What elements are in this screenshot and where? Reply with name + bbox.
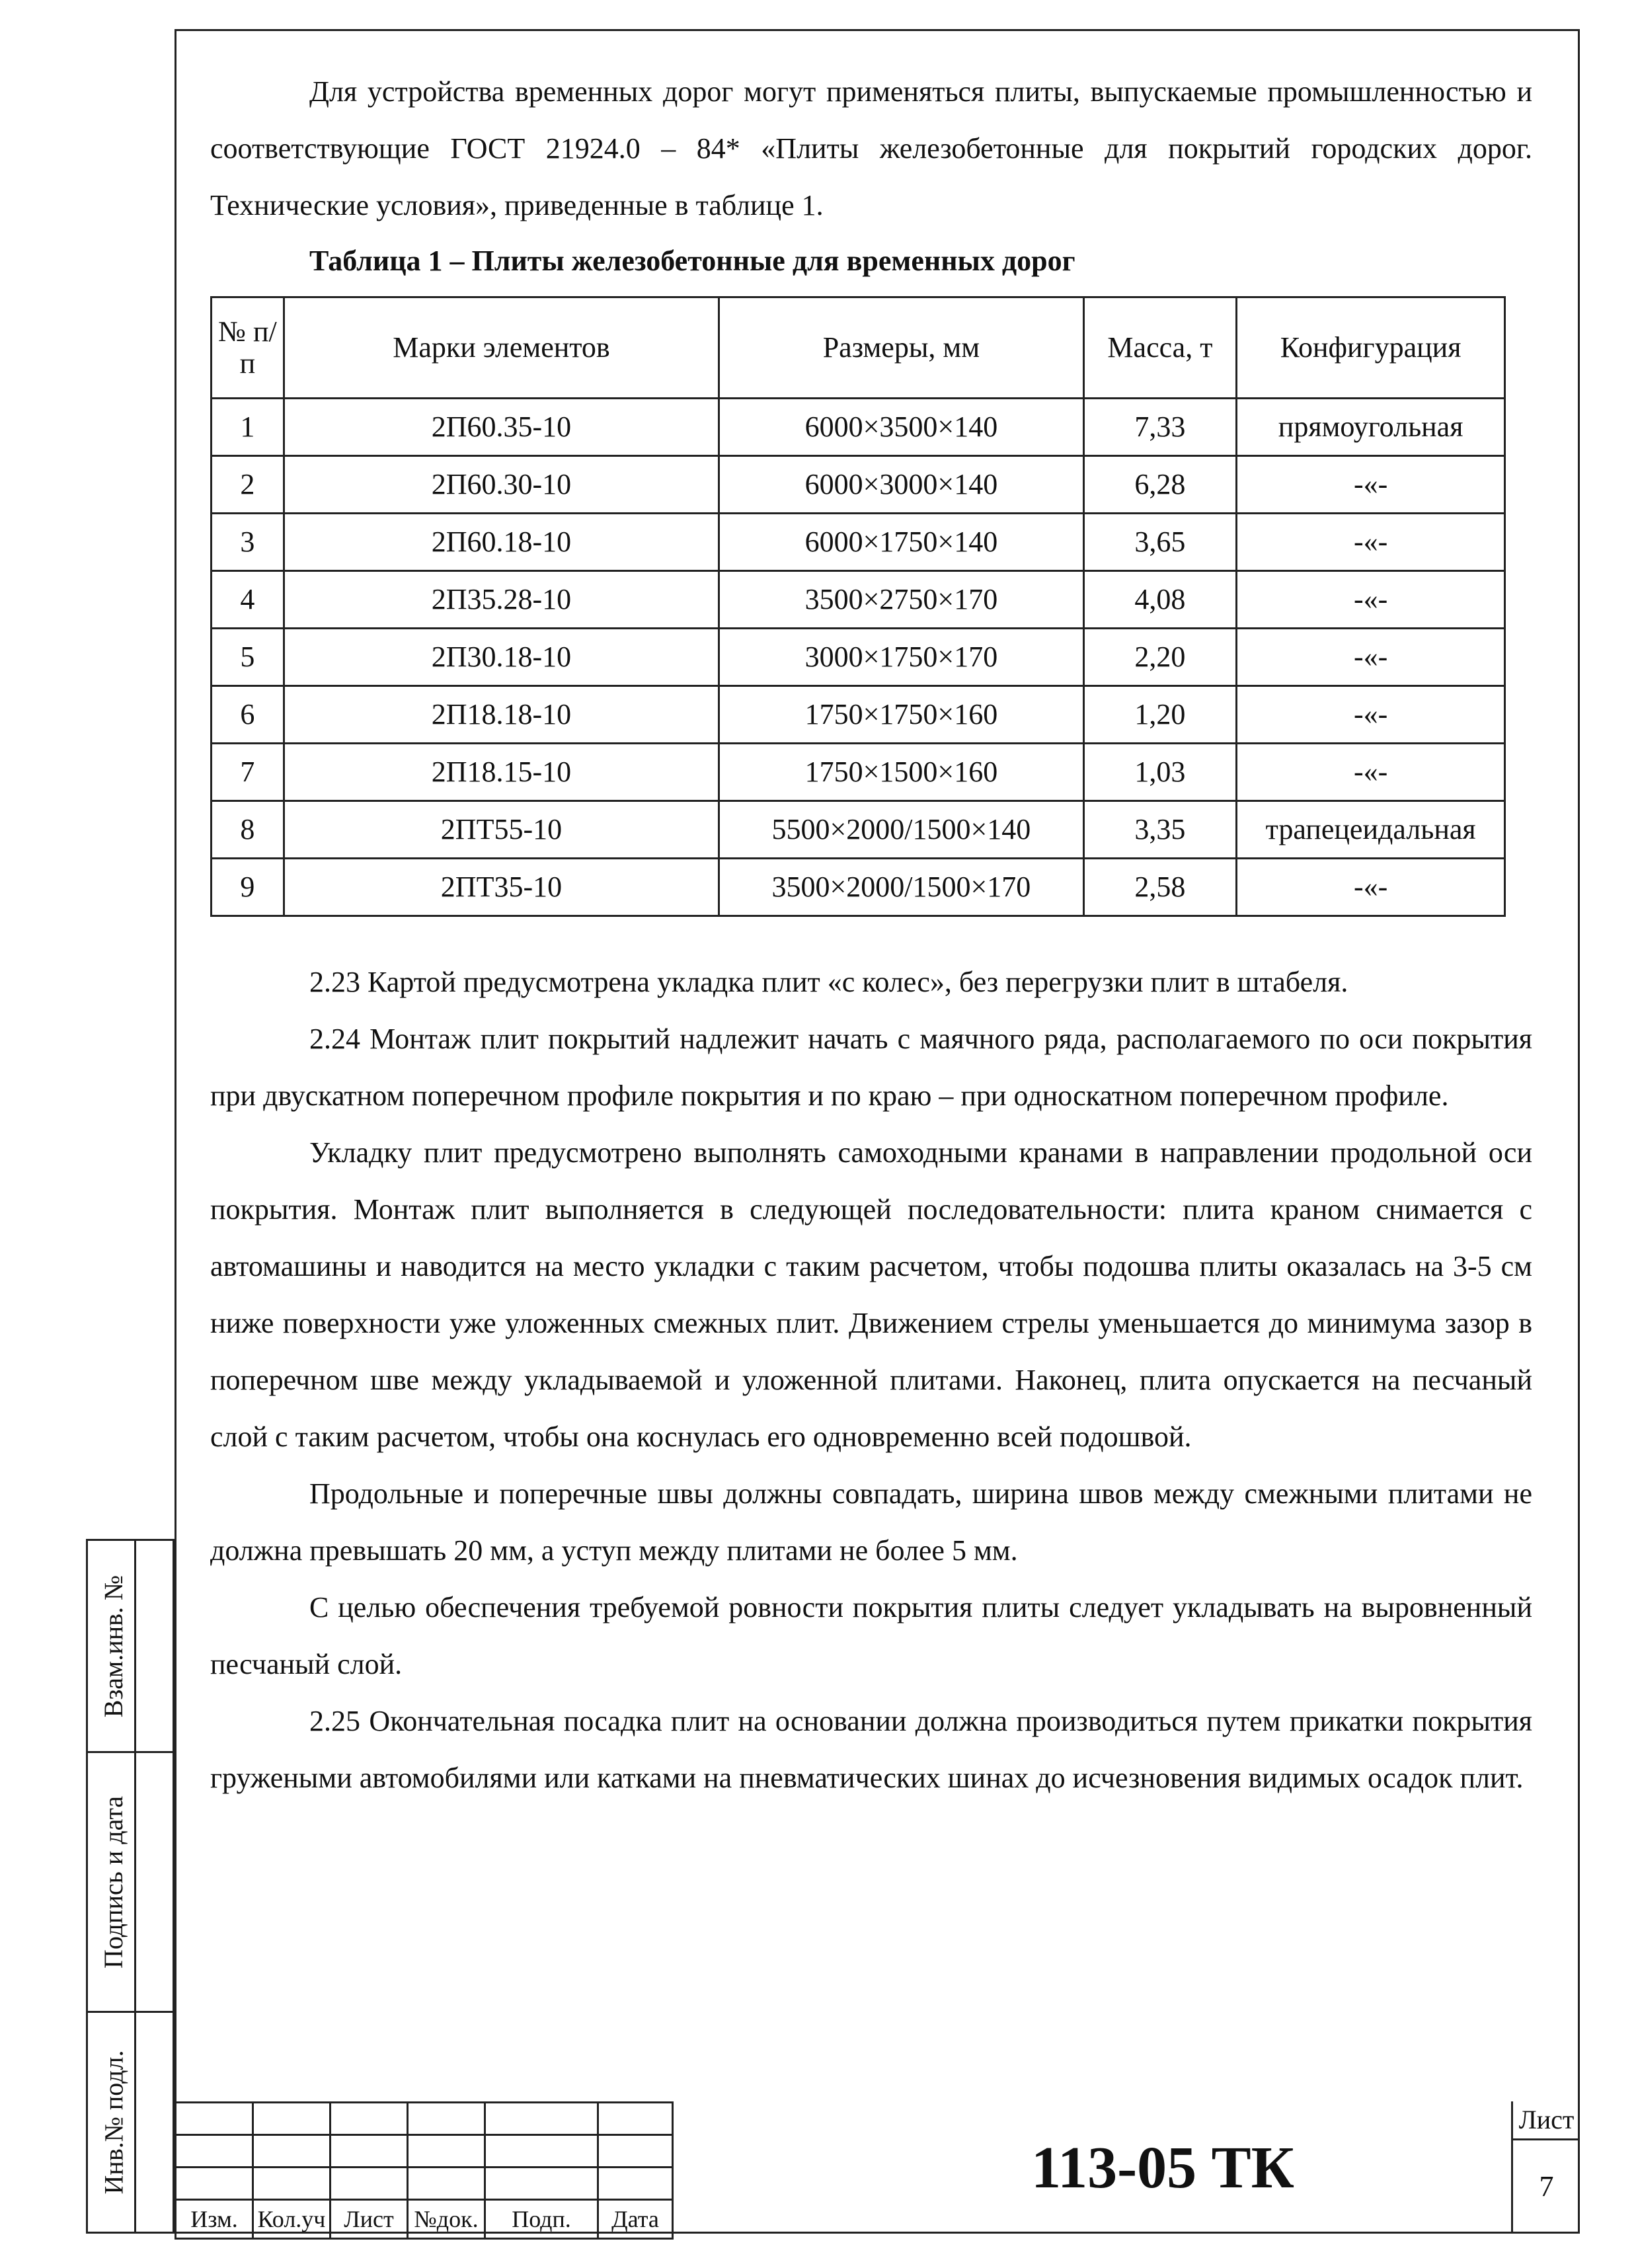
col-list: Лист xyxy=(331,2200,408,2239)
header-num: № п/п xyxy=(212,297,284,399)
cell-size: 3500×2000/1500×170 xyxy=(719,859,1083,916)
cell-config: -«- xyxy=(1237,686,1505,744)
cell-mark: 2П60.18-10 xyxy=(284,514,719,571)
cell-size: 5500×2000/1500×140 xyxy=(719,801,1083,859)
side-stamp-vzam xyxy=(86,1539,175,1753)
table-row xyxy=(212,686,1505,744)
cell-mass: 3,65 xyxy=(1083,514,1237,571)
cell-mark: 2П18.15-10 xyxy=(284,744,719,801)
table-row xyxy=(212,456,1505,514)
cell-mass: 7,33 xyxy=(1083,399,1237,456)
cell-num: 2 xyxy=(212,456,284,514)
cell-mark: 2П60.30-10 xyxy=(284,456,719,514)
cell-config: трапецеидальная xyxy=(1237,801,1505,859)
cell-config: -«- xyxy=(1237,629,1505,686)
cell-mark: 2ПТ35-10 xyxy=(284,859,719,916)
cell-config: -«- xyxy=(1237,859,1505,916)
cell-num: 9 xyxy=(212,859,284,916)
cell-size: 6000×1750×140 xyxy=(719,514,1083,571)
cell-mass: 1,03 xyxy=(1083,744,1237,801)
table-row xyxy=(212,744,1505,801)
header-config: Конфигурация xyxy=(1237,297,1505,399)
table-header-row xyxy=(212,297,1505,399)
cell-mark: 2П35.28-10 xyxy=(284,571,719,629)
table-row xyxy=(212,629,1505,686)
table-row xyxy=(212,399,1505,456)
revision-grid xyxy=(175,2101,674,2240)
cell-size: 3500×2750×170 xyxy=(719,571,1083,629)
side-stamp-inv xyxy=(86,2011,175,2234)
col-kol-uch: Кол.уч xyxy=(253,2200,331,2239)
cell-mass: 1,20 xyxy=(1083,686,1237,744)
cell-num: 6 xyxy=(212,686,284,744)
title-block xyxy=(175,2101,1580,2234)
col-izm: Изм. xyxy=(176,2200,253,2239)
plates-table xyxy=(210,296,1506,917)
cell-mass: 3,35 xyxy=(1083,801,1237,859)
header-mark: Марки элементов xyxy=(284,297,719,399)
cell-mass: 6,28 xyxy=(1083,456,1237,514)
cell-size: 3000×1750×170 xyxy=(719,629,1083,686)
col-podp: Подп. xyxy=(485,2200,598,2239)
paragraph-2-24: 2.24 Монтаж плит покрытий надлежит начать с маячного ряда, располагаемого по оси покрытия при двускатном поперечном профиле покрытия и по краю – при односкатном поперечном профиле. xyxy=(210,1023,1532,1112)
sheet-number: 7 xyxy=(1539,2170,1554,2203)
cell-config: -«- xyxy=(1237,456,1505,514)
table-row xyxy=(212,801,1505,859)
table-row xyxy=(212,571,1505,629)
cell-config: прямоугольная xyxy=(1237,399,1505,456)
paragraph-seams: Продольные и поперечные швы должны совпадать, ширина швов между смежными плитами не должна превышать 20 мм, а уступ между плитами не более 5 мм. xyxy=(210,1477,1532,1567)
cell-num: 8 xyxy=(212,801,284,859)
paragraph-crane-laying: Укладку плит предусмотрено выполнять самоходными кранами в направлении продольной оси покрытия. Монтаж плит выполняется в следующей последовательности: плита краном снимается с автомашины и наводится на место укладки с таким расчетом, чтобы подошва плиты оказалась на 3-5 см ниже поверхности уже уложенных смежных плит. Движением стрелы уменьшается до минимума зазор в поперечном шве между укладываемой и уложенной плитами. Наконец, плита опускается на песчаный слой с таким расчетом, чтобы она коснулась его одновременно всей подошвой. xyxy=(210,1136,1532,1453)
cell-mark: 2П30.18-10 xyxy=(284,629,719,686)
cell-num: 3 xyxy=(212,514,284,571)
cell-num: 7 xyxy=(212,744,284,801)
cell-num: 1 xyxy=(212,399,284,456)
header-size: Размеры, мм xyxy=(719,297,1083,399)
cell-mass: 2,20 xyxy=(1083,629,1237,686)
podpis-label: Подпись и дата xyxy=(98,1795,129,1969)
vzam-label: Взам.инв. № xyxy=(98,1575,129,1717)
table-caption: Таблица 1 – Плиты железобетонные для временных дорог xyxy=(309,245,1075,277)
cell-num: 4 xyxy=(212,571,284,629)
intro-paragraph: Для устройства временных дорог могут применяться плиты, выпускаемые промышленностью и соответствующие ГОСТ 21924.0 – 84* «Плиты железобетонные для покрытий городских дорог. Технические условия», приведенные в таблице 1. xyxy=(210,75,1532,221)
cell-size: 6000×3000×140 xyxy=(719,456,1083,514)
inv-label: Инв.№ подл. xyxy=(98,2050,129,2195)
cell-num: 5 xyxy=(212,629,284,686)
cell-mass: 2,58 xyxy=(1083,859,1237,916)
cell-size: 1750×1500×160 xyxy=(719,744,1083,801)
sheet-box xyxy=(1511,2101,1580,2234)
side-stamp-podpis xyxy=(86,1751,175,2013)
table-row xyxy=(212,859,1505,916)
cell-mark: 2П18.18-10 xyxy=(284,686,719,744)
col-ndok: №док. xyxy=(408,2200,485,2239)
cell-config: -«- xyxy=(1237,571,1505,629)
cell-size: 6000×3500×140 xyxy=(719,399,1083,456)
document-body xyxy=(210,63,1532,1807)
header-mass: Масса, т xyxy=(1083,297,1237,399)
sheet-label: Лист xyxy=(1513,2101,1580,2140)
cell-config: -«- xyxy=(1237,514,1505,571)
document-code: 113-05 ТК xyxy=(1031,2134,1294,2201)
cell-mark: 2П60.35-10 xyxy=(284,399,719,456)
paragraph-2-25: 2.25 Окончательная посадка плит на основании должна производиться путем прикатки покрытия гружеными автомобилями или катками на пневматических шинах до исчезновения видимых осадок плит. xyxy=(210,1705,1532,1794)
cell-size: 1750×1750×160 xyxy=(719,686,1083,744)
cell-config: -«- xyxy=(1237,744,1505,801)
paragraph-2-23: 2.23 Картой предусмотрена укладка плит «с колес», без перегрузки плит в штабеля. xyxy=(309,966,1348,998)
table-row xyxy=(212,514,1505,571)
col-data: Дата xyxy=(598,2200,673,2239)
cell-mark: 2ПТ55-10 xyxy=(284,801,719,859)
paragraph-evenness: С целью обеспечения требуемой ровности покрытия плиты следует укладывать на выровненный песчаный слой. xyxy=(210,1591,1532,1680)
cell-mass: 4,08 xyxy=(1083,571,1237,629)
